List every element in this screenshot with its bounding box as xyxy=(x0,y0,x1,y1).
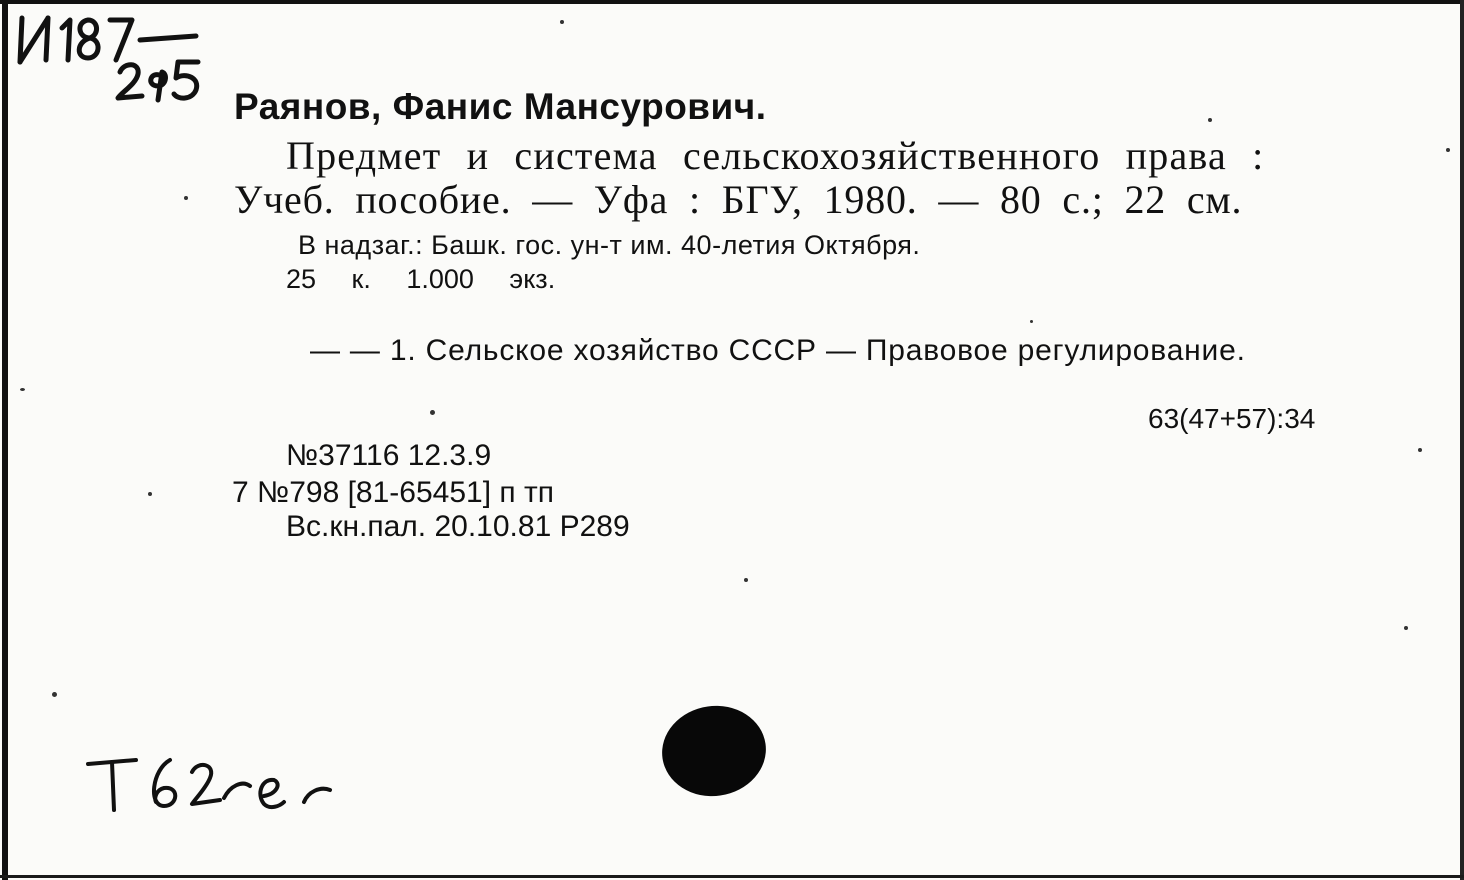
card-border-left xyxy=(2,0,8,880)
speck xyxy=(1446,148,1450,152)
speck xyxy=(744,578,748,582)
speck xyxy=(1030,320,1033,323)
record-line-3: Вс.кн.пал. 20.10.81 Р289 xyxy=(286,510,630,543)
title-line-1: Предмет и система сельскохозяйственного права : xyxy=(286,133,1265,178)
author-heading: Раянов, Фанис Мансурович. xyxy=(234,86,767,127)
speck xyxy=(430,410,435,415)
speck xyxy=(1418,448,1422,452)
speck xyxy=(1404,626,1408,630)
speck xyxy=(184,196,188,200)
speck xyxy=(148,492,152,496)
record-line-2: 7 №798 [81-65451] п тп xyxy=(232,476,554,509)
note-header: В надзаг.: Башк. гос. ун-т им. 40-летия Октября. xyxy=(298,230,921,260)
speck xyxy=(20,388,25,391)
card-border-bottom xyxy=(0,875,1464,878)
classification-code: 63(47+57):34 xyxy=(1148,403,1316,434)
subject-heading: — — 1. Сельское хозяйство СССР — Правовое регулирование. xyxy=(310,334,1246,367)
price-line: 25 к. 1.000 экз. xyxy=(286,264,556,294)
record-line-1: №37116 12.3.9 xyxy=(286,439,492,472)
punch-hole xyxy=(656,699,772,803)
speck xyxy=(1208,118,1212,122)
speck xyxy=(560,20,564,24)
speck xyxy=(52,692,57,697)
card-border-right xyxy=(1460,0,1464,880)
title-line-2: Учеб. пособие. — Уфа : БГУ, 1980. — 80 с.; 22 см. xyxy=(234,177,1243,222)
